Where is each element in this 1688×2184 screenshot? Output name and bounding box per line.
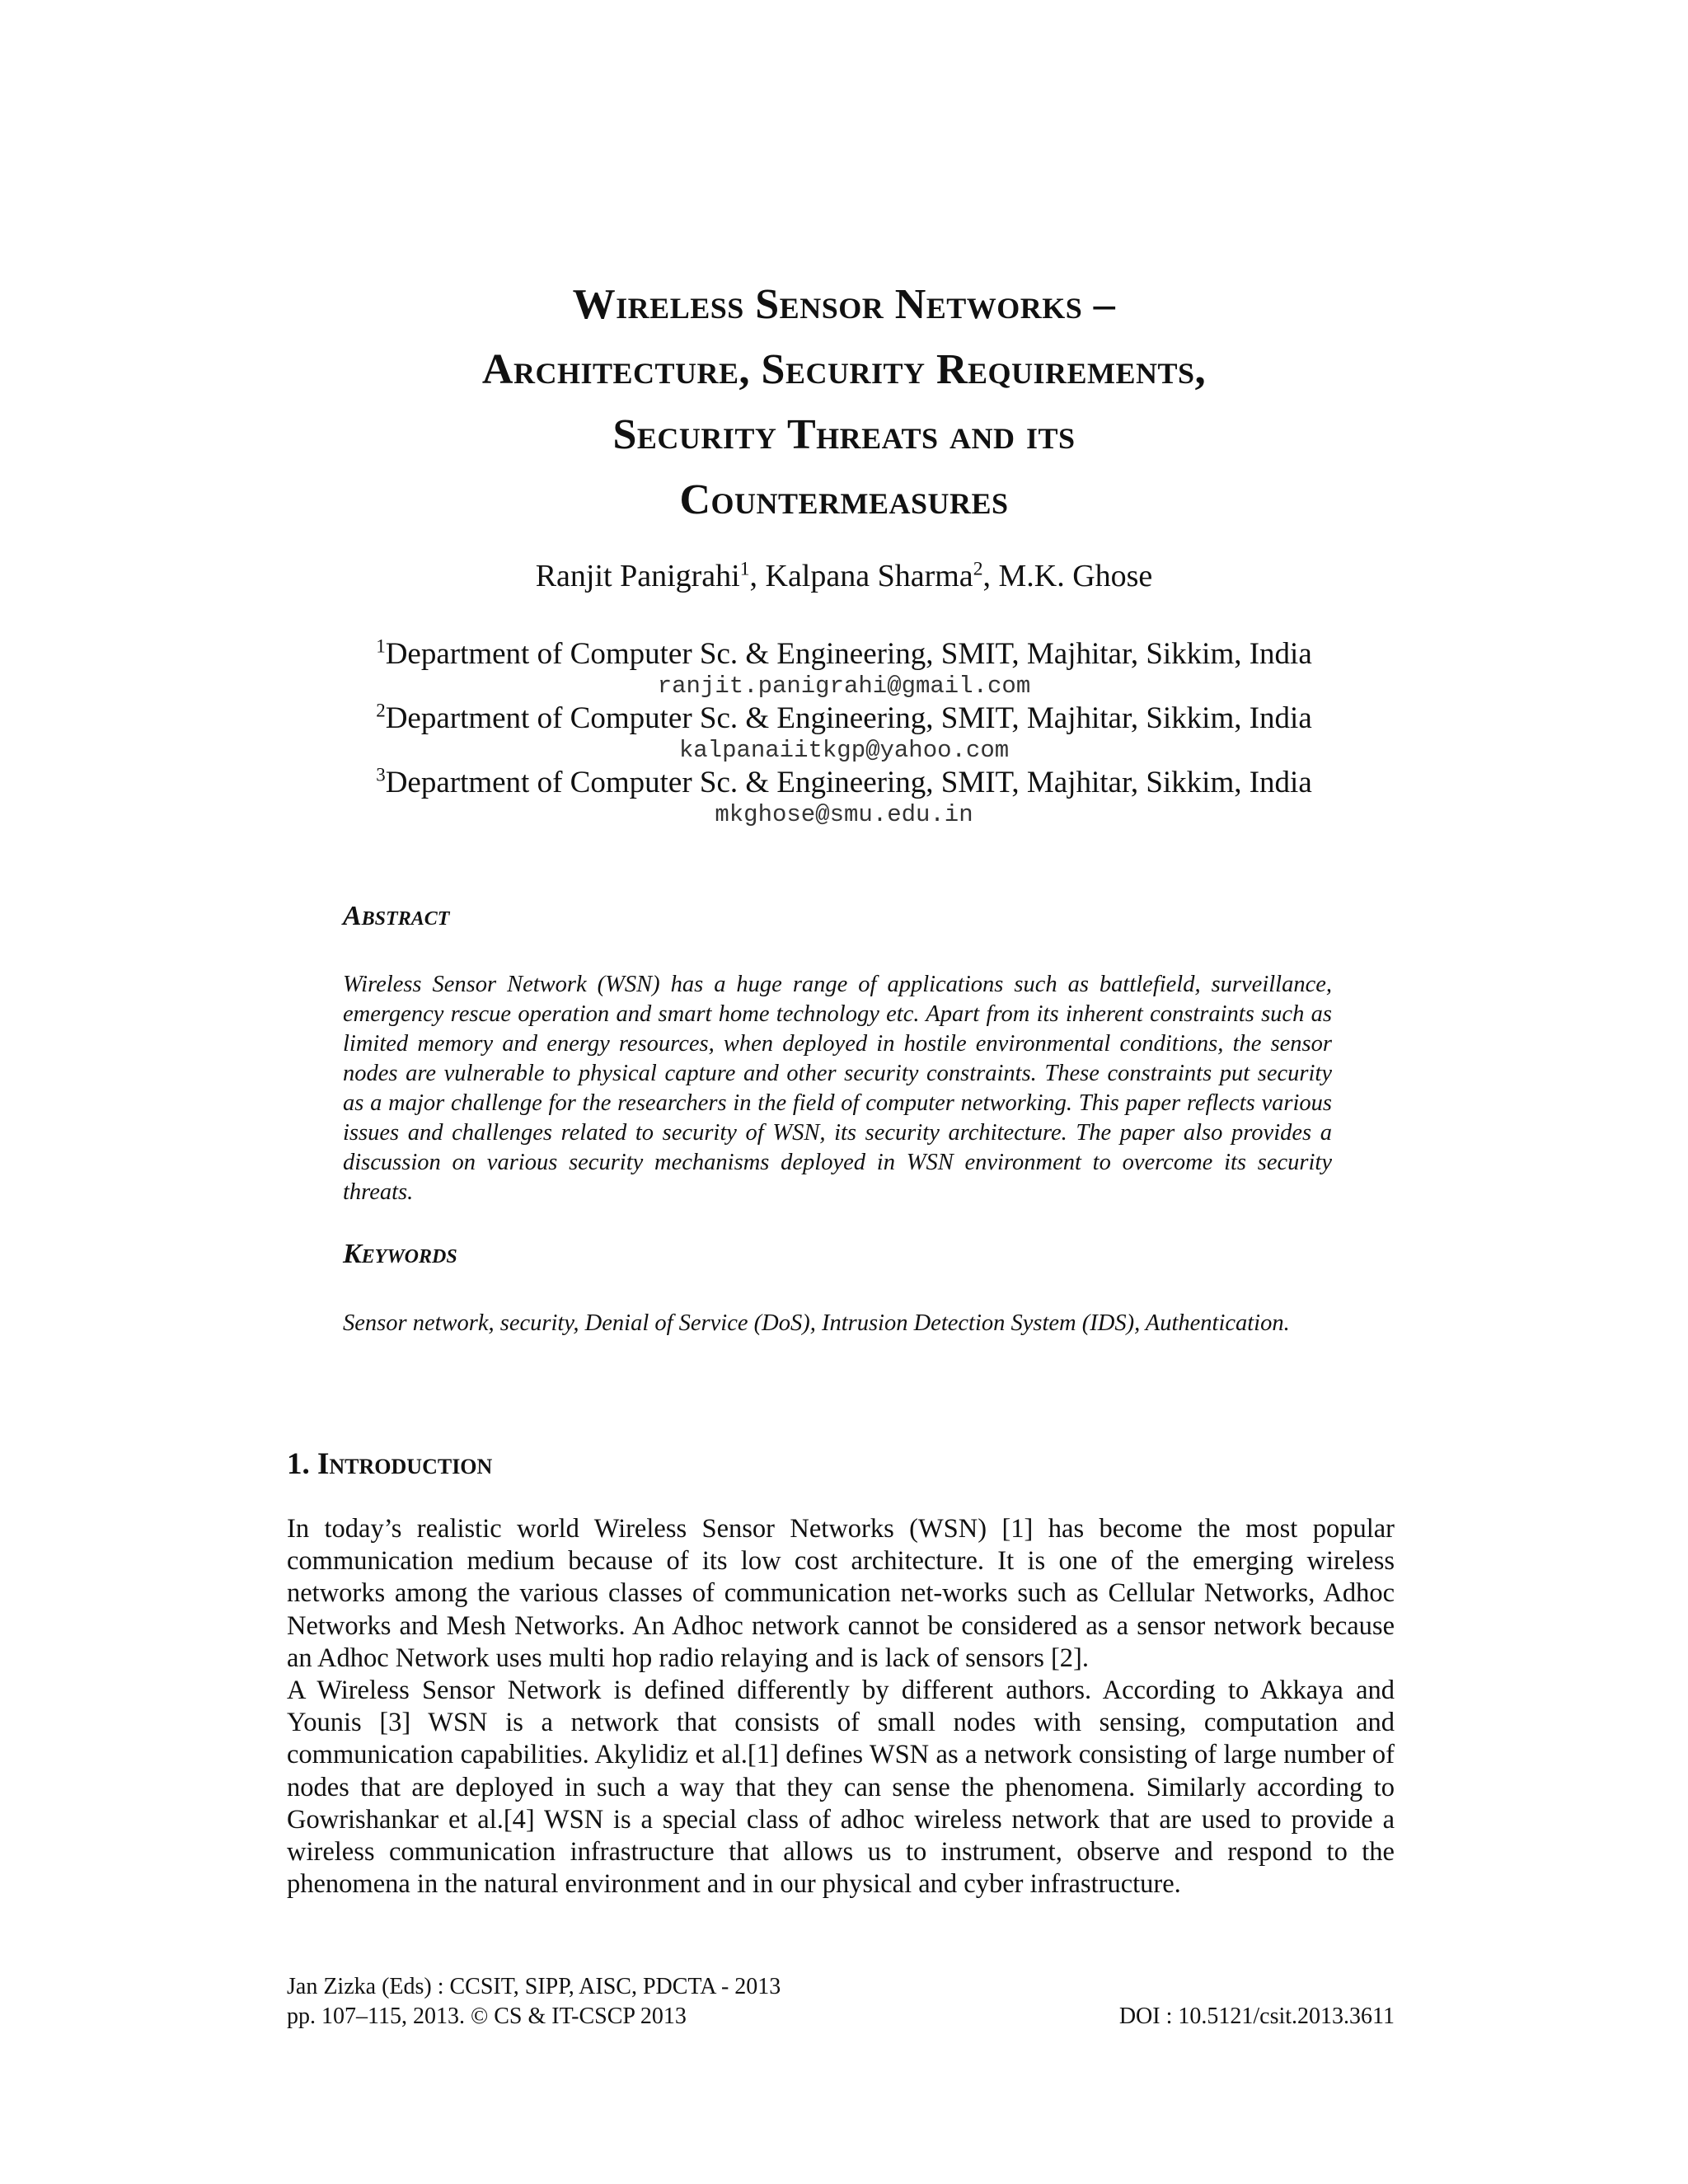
author-superscript: 1 [739,558,750,580]
footer-doi: DOI : 10.5121/csit.2013.3611 [1118,2004,1395,2029]
keywords-text: Sensor network, security, Denial of Service (DoS), Intrusion Detection System (IDS), Authentication. [343,1310,1290,1336]
author-email: kalpanaiitkgp@yahoo.com [678,737,1010,764]
affiliation-superscript: 1 [376,635,386,657]
author-email: ranjit.panigrahi@gmail.com [657,673,1031,700]
title-line: Security Threats and its [612,411,1076,458]
affiliation-text: Department of Computer Sc. & Engineering, SMIT, Majhitar, Sikkim, India [385,701,1312,735]
affiliations [247,636,1441,829]
author-name: , Kalpana Sharma [749,559,973,593]
paragraph: In today’s realistic world Wireless Sensor Networks (WSN) [1] has become the most popular communication medium because of its low cost architecture. It is one of the emerging wireless networks among the various classes of communication net-works such as Cellular Networks, Adhoc Networks and Mesh Networks. An Adhoc network cannot be considered as a sensor network because an Adhoc Network uses multi hop radio relaying and is lack of sensors [2]. [287,1514,1395,1673]
title-line: Countermeasures [679,476,1009,523]
affiliation [247,701,1441,737]
keywords-heading: Keywords [343,1239,457,1269]
title-line: Wireless Sensor Networks – [572,281,1116,328]
affiliation-text: Department of Computer Sc. & Engineering, SMIT, Majhitar, Sikkim, India [385,637,1312,671]
abstract-text: Wireless Sensor Network (WSN) has a huge range of applications such as battlefield, surveillance, emergency rescue operation and smart home technology etc. Apart from its inherent constraints such as limited memory and energy resources, when deployed in hostile environmental conditions, the sensor nodes are vulnerable to physical capture and other security constraints. These constraints put security as a major challenge for the researchers in the field of computer networking. This paper reflects various issues and challenges related to security of WSN, its security architecture. The paper also provides a discussion on various security mechanisms deployed in WSN environment to overcome its security threats. [343,972,1332,1205]
section-heading-introduction: 1. Introduction [287,1447,493,1481]
abstract-heading: Abstract [343,901,450,931]
footer-editors: Jan Zizka (Eds) : CCSIT, SIPP, AISC, PDCTA - 2013 [287,1974,781,1999]
affiliation-text: Department of Computer Sc. & Engineering, SMIT, Majhitar, Sikkim, India [385,766,1312,799]
affiliation [247,765,1441,801]
author-name: , M.K. Ghose [982,559,1153,593]
paper-title [247,272,1441,532]
author-name: Ranjit Panigrahi [535,559,740,593]
affiliation-superscript: 3 [376,764,386,785]
affiliation-superscript: 2 [376,700,386,721]
author-superscript: 2 [973,558,983,580]
introduction-body [287,1513,1395,1900]
affiliation [247,636,1441,673]
author-list [247,555,1441,597]
paragraph: A Wireless Sensor Network is defined differently by different authors. According to Akkaya and Younis [3] WSN is a network that consists of small nodes with sensing, computation and communication capabilities. Akylidiz et al.[1] defines WSN as a network consisting of large number of nodes that are deployed in such a way that they can sense the phenomena. Similarly according to Gowrishankar et al.[4] WSN is a special class of adhoc wireless network that are used to provide a wireless communication infrastructure that allows us to instrument, observe and respond to the phenomena in the natural environment and in our physical and cyber infrastructure. [287,1675,1395,1900]
footer-citation [287,1972,781,2032]
title-line: Architecture, Security Requirements, [481,346,1207,393]
footer-pages: pp. 107–115, 2013. © CS & IT-CSCP 2013 [287,2004,687,2029]
author-email: mkghose@smu.edu.in [715,801,973,828]
